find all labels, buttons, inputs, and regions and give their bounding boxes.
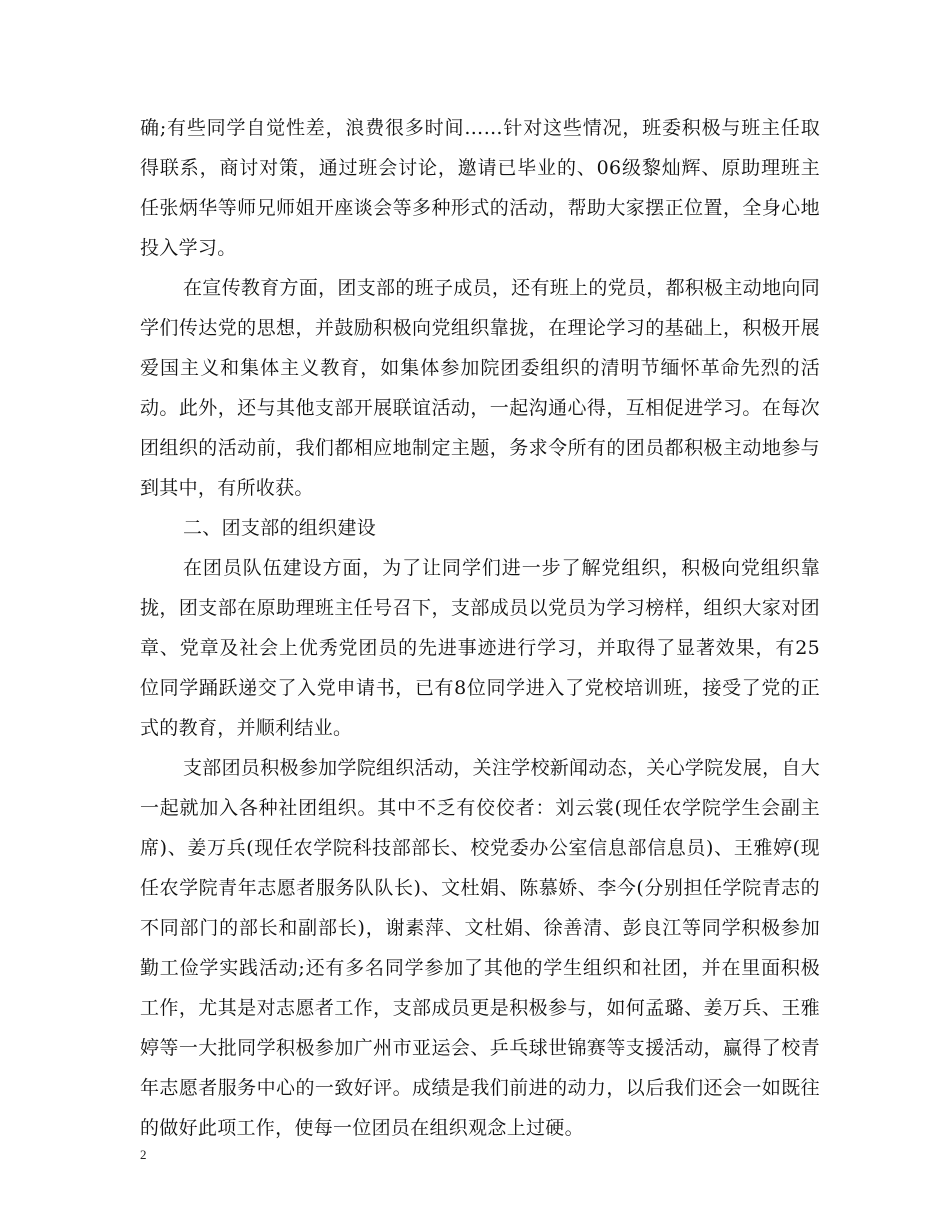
paragraph-3: 在团员队伍建设方面，为了让同学们进一步了解党组织，积极向党组织靠拢，团支部在原助理班主任号召下，支部成员以党员为学习榜样，组织大家对团章、党章及社会上优秀党团员的先进事迹进行学习，并取得了显著效果，有25位同学踊跃递交了入党申请书，已有8位同学进入了党校培训班，接受了党的正式的教育，并顺利结业。 xyxy=(140,557,820,739)
paragraph-1: 确;有些同学自觉性差，浪费很多时间……针对这些情况，班委积极与班主任取得联系，商讨对策，通过班会讨论，邀请已毕业的、06级黎灿辉、原助理班主任张炳华等师兄师姐开座谈会等多种形式的活动，帮助大家摆正位置，全身心地投入学习。 xyxy=(140,117,820,259)
paragraph-2: 在宣传教育方面，团支部的班子成员，还有班上的党员，都积极主动地向同学们传达党的思想，并鼓励积极向党组织靠拢，在理论学习的基础上，积极开展爱国主义和集体主义教育，如集体参加院团委组织的清明节缅怀革命先烈的活动。此外，还与其他支部开展联谊活动，一起沟通心得，互相促进学习。在每次团组织的活动前，我们都相应地制定主题，务求令所有的团员都积极主动地参与到其中，有所收获。 xyxy=(140,277,820,499)
document-body xyxy=(140,108,820,1148)
page-number: 2 xyxy=(140,1147,147,1162)
paragraph-4: 支部团员积极参加学院组织活动，关注学校新闻动态，关心学院发展，自大一起就加入各种社团组织。其中不乏有佼佼者：刘云裳(现任农学院学生会副主席)、姜万兵(现任农学院科技部部长、校党委办公室信息部信息员)、王雅婷(现任农学院青年志愿者服务队队长)、文杜娟、陈慕娇、李今(分别担任学院青志的不同部门的部长和副部长)，谢素萍、文杜娟、徐善清、彭良江等同学积极参加勤工俭学实践活动;还有多名同学参加了其他的学生组织和社团，并在里面积极工作，尤其是对志愿者工作，支部成员更是积极参与，如何孟璐、姜万兵、王雅婷等一大批同学积极参加广州市亚运会、乒乓球世锦赛等支援活动，赢得了校青年志愿者服务中心的一致好评。成绩是我们前进的动力，以后我们还会一如既往的做好此项工作，使每一位团员在组织观念上过硬。 xyxy=(140,757,820,1139)
section-heading: 二、团支部的组织建设 xyxy=(183,517,377,539)
